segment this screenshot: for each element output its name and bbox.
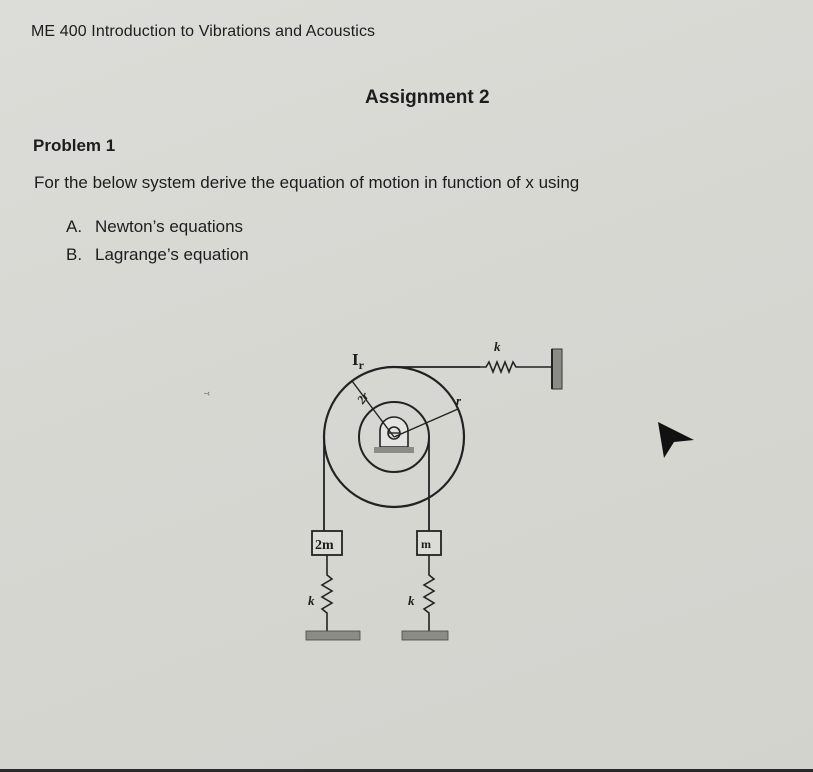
hub-ground [374,447,414,453]
option-b-text: Lagrange’s equation [95,245,249,264]
top-spring [480,362,552,372]
top-spring-label: k [494,339,501,354]
left-mass-label: 2m [315,538,334,553]
right-spring [424,555,434,631]
right-mass-label: m [421,537,431,551]
left-ground [306,631,360,640]
option-b [66,245,249,265]
left-spring-label: k [308,593,315,608]
outer-radius-label: 2r [354,389,372,407]
option-a [66,217,243,237]
course-title: ME 400 Introduction to Vibrations and Acoustics [31,23,376,40]
option-a-text: Newton’s equations [95,217,244,236]
assignment-title: Assignment 2 [365,87,490,108]
left-spring [322,555,332,631]
right-ground [402,631,448,640]
option-a-letter: A. [66,217,83,236]
right-wall [552,349,562,389]
page-smudge: -‹ [204,388,210,398]
inertia-label: $I_r$ [352,350,364,372]
pulley-system-diagram [290,335,590,655]
arrow-cursor-icon [652,420,698,460]
problem-statement: For the below system derive the equation of motion in function of x using [34,173,580,192]
right-spring-label: k [408,593,415,608]
problem-title: Problem 1 [33,136,116,155]
inner-radius-label: r [456,393,462,408]
outer-radius-line [352,381,394,437]
option-b-letter: B. [66,245,83,264]
